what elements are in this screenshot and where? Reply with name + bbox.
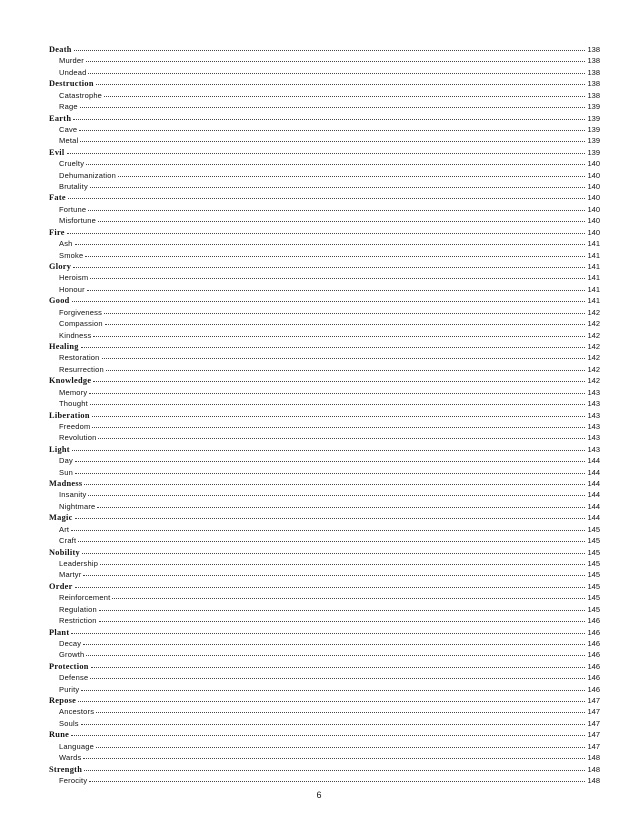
toc-entry[interactable]: [49, 661, 600, 672]
dot-leader: [92, 416, 585, 417]
dot-leader: [96, 712, 585, 713]
toc-entry-label: Language: [59, 741, 94, 751]
toc-entry-label: Glory: [49, 262, 72, 272]
toc-entry-page: 145: [587, 547, 600, 557]
toc-entry[interactable]: [49, 261, 600, 272]
toc-subentry[interactable]: [49, 124, 600, 135]
toc-entry-page: 139: [587, 113, 600, 123]
toc-subentry[interactable]: [49, 455, 600, 466]
toc-entry-label: Plant: [49, 627, 70, 637]
toc-entry[interactable]: [49, 192, 600, 203]
toc-entry-page: 139: [587, 147, 600, 157]
toc-entry-page: 143: [587, 410, 600, 420]
toc-entry-page: 146: [587, 684, 600, 694]
dot-leader: [86, 61, 585, 62]
toc-entry-page: 138: [587, 67, 600, 77]
dot-leader: [67, 233, 585, 234]
toc-entry-page: 140: [587, 204, 600, 214]
toc-entry-label: Murder: [59, 56, 84, 66]
dot-leader: [71, 530, 585, 531]
toc-entry-label: Healing: [49, 341, 79, 351]
toc-entry-page: 144: [587, 501, 600, 511]
toc-subentry[interactable]: [49, 741, 600, 752]
toc-entry-label: Resurrection: [59, 364, 104, 374]
toc-entry-page: 143: [587, 433, 600, 443]
dot-leader: [90, 187, 585, 188]
dot-leader: [98, 438, 585, 439]
toc-entry-label: Forgiveness: [59, 307, 103, 317]
toc-entry-label: Strength: [49, 764, 83, 774]
toc-entry-page: 142: [587, 330, 600, 340]
toc-entry-label: Death: [49, 45, 72, 54]
toc-subentry[interactable]: [49, 649, 600, 660]
dot-leader: [75, 473, 585, 474]
dot-leader: [89, 781, 585, 782]
toc-entry-label: Ash: [59, 239, 73, 249]
dot-leader: [93, 336, 585, 337]
toc-subentry[interactable]: [49, 135, 600, 146]
toc-entry-label: Craft: [59, 536, 77, 546]
toc-subentry[interactable]: [49, 604, 600, 615]
toc-subentry[interactable]: [49, 569, 600, 580]
toc-entry-page: 146: [587, 616, 600, 626]
toc-entry-page: 145: [587, 581, 600, 591]
dot-leader: [96, 747, 585, 748]
toc-entry-page: 145: [587, 570, 600, 580]
toc-entry-page: 142: [587, 307, 600, 317]
toc-subentry[interactable]: [49, 752, 600, 763]
dot-leader: [91, 667, 585, 668]
toc-subentry[interactable]: [49, 170, 600, 181]
toc-subentry[interactable]: [49, 718, 600, 729]
toc-entry-page: 143: [587, 444, 600, 454]
toc-subentry[interactable]: [49, 67, 600, 78]
dot-leader: [97, 507, 585, 508]
dot-leader: [68, 198, 585, 199]
toc-entry-page: 144: [587, 456, 600, 466]
dot-leader: [72, 450, 585, 451]
toc-subentry[interactable]: [49, 318, 600, 329]
dot-leader: [88, 210, 585, 211]
toc-entry-page: 140: [587, 227, 600, 237]
toc-entry-page: 140: [587, 159, 600, 169]
toc-subentry[interactable]: [49, 432, 600, 443]
toc-entry-page: 140: [587, 193, 600, 203]
toc-entry-page: 140: [587, 170, 600, 180]
toc-entry-label: Rage: [59, 102, 78, 112]
toc-entry[interactable]: [49, 627, 600, 638]
table-of-contents: [49, 44, 600, 786]
page-number: 6: [316, 790, 322, 800]
dot-leader: [99, 621, 585, 622]
toc-entry[interactable]: [49, 581, 600, 592]
dot-leader: [81, 724, 585, 725]
toc-entry[interactable]: [49, 410, 600, 421]
toc-entry-label: Misfortune: [59, 216, 97, 226]
toc-subentry[interactable]: [49, 615, 600, 626]
toc-subentry[interactable]: [49, 592, 600, 603]
toc-subentry[interactable]: [49, 501, 600, 512]
toc-entry-page: 142: [587, 364, 600, 374]
dot-leader: [81, 347, 585, 348]
toc-entry-label: Honour: [59, 284, 85, 294]
toc-entry-page: 141: [587, 296, 600, 306]
toc-entry-label: Good: [49, 296, 70, 306]
toc-entry-label: Knowledge: [49, 376, 92, 386]
toc-entry[interactable]: [49, 512, 600, 523]
dot-leader: [75, 461, 585, 462]
toc-entry-label: Compassion: [59, 319, 103, 329]
dot-leader: [90, 278, 585, 279]
toc-entry-label: Freedom: [59, 421, 91, 431]
toc-subentry[interactable]: [49, 775, 600, 786]
toc-entry[interactable]: [49, 227, 600, 238]
toc-entry-page: 145: [587, 558, 600, 568]
toc-entry-label: Ferocity: [59, 776, 88, 785]
dot-leader: [83, 758, 585, 759]
toc-entry-page: 148: [587, 753, 600, 763]
toc-subentry[interactable]: [49, 364, 600, 375]
toc-entry-label: Fire: [49, 227, 65, 237]
dot-leader: [71, 735, 585, 736]
toc-entry-label: Smoke: [59, 250, 84, 260]
toc-entry-label: Cave: [59, 124, 78, 134]
toc-entry-label: Protection: [49, 661, 89, 671]
dot-leader: [90, 404, 585, 405]
toc-entry-page: 138: [587, 79, 600, 89]
toc-subentry[interactable]: [49, 398, 600, 409]
toc-entry-label: Wards: [59, 753, 82, 763]
toc-entry-page: 143: [587, 421, 600, 431]
toc-entry-page: 148: [587, 764, 600, 774]
toc-subentry[interactable]: [49, 672, 600, 683]
toc-entry[interactable]: [49, 375, 600, 386]
dot-leader: [75, 587, 585, 588]
dot-leader: [86, 164, 585, 165]
dot-leader: [67, 153, 586, 154]
toc-entry-label: Catastrophe: [59, 90, 103, 100]
dot-leader: [72, 301, 585, 302]
toc-entry-label: Kindness: [59, 330, 92, 340]
toc-entry-page: 141: [587, 262, 600, 272]
toc-entry-page: 144: [587, 513, 600, 523]
toc-entry-label: Nightmare: [59, 501, 96, 511]
toc-entry[interactable]: [49, 147, 600, 158]
toc-entry-label: Rune: [49, 730, 70, 740]
toc-entry-label: Heroism: [59, 273, 89, 283]
toc-entry-label: Liberation: [49, 410, 90, 420]
toc-entry-label: Earth: [49, 113, 72, 123]
toc-entry-page: 138: [587, 56, 600, 66]
toc-entry[interactable]: [49, 729, 600, 740]
dot-leader: [99, 610, 585, 611]
toc-entry-label: Regulation: [59, 604, 97, 614]
dot-leader: [79, 130, 585, 131]
toc-entry-label: Ancestors: [59, 707, 95, 717]
toc-entry-label: Magic: [49, 513, 73, 523]
toc-entry-page: 141: [587, 250, 600, 260]
dot-leader: [100, 564, 585, 565]
toc-entry[interactable]: [49, 341, 600, 352]
toc-entry-page: 141: [587, 273, 600, 283]
toc-entry-label: Destruction: [49, 79, 94, 89]
toc-entry-label: Revolution: [59, 433, 97, 443]
dot-leader: [81, 690, 585, 691]
dot-leader: [88, 495, 585, 496]
dot-leader: [96, 84, 585, 85]
toc-entry-page: 143: [587, 399, 600, 409]
toc-entry-label: Sun: [59, 467, 73, 477]
toc-entry-page: 145: [587, 604, 600, 614]
toc-subentry[interactable]: [49, 558, 600, 569]
dot-leader: [74, 50, 585, 51]
toc-subentry[interactable]: [49, 101, 600, 112]
toc-entry-page: 147: [587, 707, 600, 717]
toc-entry-page: 146: [587, 673, 600, 683]
toc-entry[interactable]: [49, 78, 600, 89]
toc-entry-page: 145: [587, 536, 600, 546]
toc-entry-label: Fate: [49, 193, 66, 203]
toc-entry-page: 143: [587, 387, 600, 397]
toc-entry-page: 146: [587, 650, 600, 660]
toc-entry-label: Defense: [59, 673, 89, 683]
toc-entry-label: Souls: [59, 718, 79, 728]
toc-entry-label: Repose: [49, 696, 77, 706]
dot-leader: [73, 119, 585, 120]
dot-leader: [102, 358, 585, 359]
toc-subentry[interactable]: [49, 467, 600, 478]
toc-entry-page: 139: [587, 136, 600, 146]
toc-entry-label: Undead: [59, 67, 87, 77]
toc-entry-label: Day: [59, 456, 73, 466]
toc-entry-label: Cruelty: [59, 159, 85, 169]
toc-entry-page: 138: [587, 90, 600, 100]
toc-subentry[interactable]: [49, 284, 600, 295]
toc-entry-page: 140: [587, 216, 600, 226]
toc-entry-page: 144: [587, 479, 600, 489]
toc-entry-page: 146: [587, 638, 600, 648]
dot-leader: [87, 290, 585, 291]
toc-entry-page: 139: [587, 102, 600, 112]
toc-subentry[interactable]: [49, 215, 600, 226]
dot-leader: [85, 256, 585, 257]
toc-entry-page: 147: [587, 696, 600, 706]
toc-entry-label: Order: [49, 581, 73, 591]
toc-subentry[interactable]: [49, 489, 600, 500]
toc-entry-page: 142: [587, 353, 600, 363]
toc-entry-label: Metal: [59, 136, 79, 146]
dot-leader: [105, 324, 585, 325]
toc-entry-label: Martyr: [59, 570, 82, 580]
dot-leader: [104, 313, 585, 314]
toc-entry-label: Insanity: [59, 490, 87, 500]
dot-leader: [89, 393, 585, 394]
toc-entry[interactable]: [49, 764, 600, 775]
toc-subentry[interactable]: [49, 638, 600, 649]
toc-entry-page: 147: [587, 741, 600, 751]
dot-leader: [75, 244, 585, 245]
toc-subentry[interactable]: [49, 250, 600, 261]
toc-entry-label: Restriction: [59, 616, 97, 626]
dot-leader: [82, 553, 585, 554]
dot-leader: [104, 96, 585, 97]
toc-entry[interactable]: [49, 44, 600, 55]
toc-subentry[interactable]: [49, 90, 600, 101]
dot-leader: [83, 644, 585, 645]
toc-subentry[interactable]: [49, 352, 600, 363]
dot-leader: [93, 381, 585, 382]
dot-leader: [78, 541, 585, 542]
toc-entry-page: 142: [587, 341, 600, 351]
toc-entry-label: Reinforcement: [59, 593, 111, 603]
toc-entry-label: Light: [49, 444, 70, 454]
toc-subentry[interactable]: [49, 55, 600, 66]
toc-subentry[interactable]: [49, 307, 600, 318]
toc-entry-label: Memory: [59, 387, 88, 397]
toc-entry-page: 142: [587, 319, 600, 329]
toc-entry[interactable]: [49, 295, 600, 306]
toc-entry-page: 148: [587, 776, 600, 785]
dot-leader: [98, 221, 585, 222]
toc-entry-label: Restoration: [59, 353, 100, 363]
toc-entry-page: 140: [587, 182, 600, 192]
toc-entry[interactable]: [49, 478, 600, 489]
toc-subentry[interactable]: [49, 181, 600, 192]
toc-entry[interactable]: [49, 444, 600, 455]
dot-leader: [75, 518, 585, 519]
toc-entry-page: 147: [587, 730, 600, 740]
toc-entry-page: 142: [587, 376, 600, 386]
toc-entry-label: Brutality: [59, 182, 88, 192]
dot-leader: [84, 484, 585, 485]
dot-leader: [80, 107, 585, 108]
toc-entry-label: Art: [59, 524, 70, 534]
toc-entry-label: Nobility: [49, 547, 80, 557]
toc-subentry[interactable]: [49, 158, 600, 169]
toc-entry-label: Decay: [59, 638, 82, 648]
toc-subentry[interactable]: [49, 204, 600, 215]
toc-entry[interactable]: [49, 695, 600, 706]
dot-leader: [84, 770, 585, 771]
toc-subentry[interactable]: [49, 421, 600, 432]
toc-entry-label: Leadership: [59, 558, 99, 568]
toc-subentry[interactable]: [49, 330, 600, 341]
toc-entry-page: 141: [587, 284, 600, 294]
dot-leader: [88, 73, 585, 74]
toc-entry[interactable]: [49, 547, 600, 558]
toc-entry-page: 145: [587, 524, 600, 534]
dot-leader: [73, 267, 585, 268]
toc-entry-page: 147: [587, 718, 600, 728]
toc-entry-page: 138: [587, 45, 600, 54]
toc-entry-label: Fortune: [59, 204, 87, 214]
toc-entry-label: Madness: [49, 479, 83, 489]
toc-subentry[interactable]: [49, 272, 600, 283]
toc-entry-page: 144: [587, 490, 600, 500]
toc-entry-label: Growth: [59, 650, 85, 660]
toc-entry-page: 139: [587, 124, 600, 134]
toc-subentry[interactable]: [49, 524, 600, 535]
toc-entry-page: 145: [587, 593, 600, 603]
dot-leader: [80, 141, 585, 142]
dot-leader: [90, 678, 585, 679]
toc-entry-label: Dehumanization: [59, 170, 116, 180]
toc-entry-page: 144: [587, 467, 600, 477]
dot-leader: [106, 370, 585, 371]
dot-leader: [118, 176, 585, 177]
toc-entry-label: Evil: [49, 147, 65, 157]
toc-entry-label: Thought: [59, 399, 88, 409]
toc-entry-page: 146: [587, 661, 600, 671]
toc-entry-page: 141: [587, 239, 600, 249]
toc-subentry[interactable]: [49, 706, 600, 717]
toc-subentry[interactable]: [49, 387, 600, 398]
toc-entry-label: Purity: [59, 684, 80, 694]
dot-leader: [86, 655, 585, 656]
toc-entry-page: 146: [587, 627, 600, 637]
dot-leader: [71, 633, 585, 634]
toc-subentry[interactable]: [49, 238, 600, 249]
dot-leader: [92, 427, 585, 428]
dot-leader: [112, 598, 585, 599]
toc-entry[interactable]: [49, 113, 600, 124]
toc-subentry[interactable]: [49, 684, 600, 695]
toc-subentry[interactable]: [49, 535, 600, 546]
dot-leader: [78, 701, 585, 702]
dot-leader: [83, 575, 585, 576]
